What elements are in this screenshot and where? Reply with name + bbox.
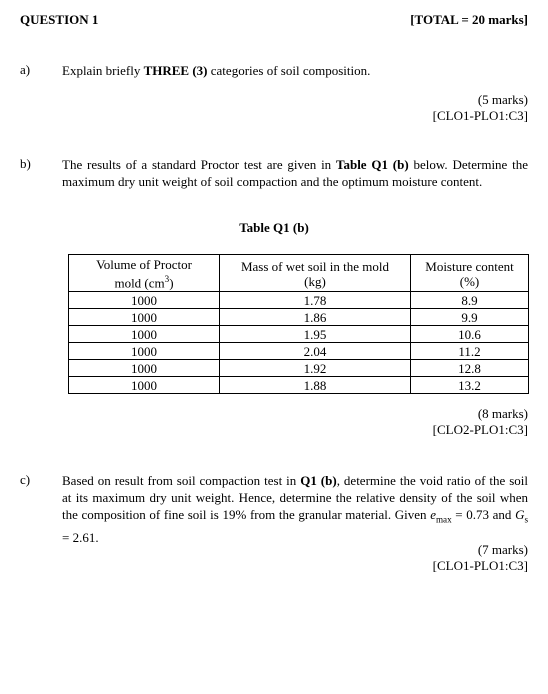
header-mass-line1: Mass of wet soil in the mold <box>240 258 390 274</box>
part-b-marks-block <box>433 406 528 438</box>
cell-mass: 1.88 <box>220 377 411 394</box>
cell-volume: 1000 <box>69 326 220 343</box>
part-b-text-pre: The results of a standard Proctor test are given in <box>62 157 336 172</box>
part-c-marks: (7 marks) <box>477 542 528 557</box>
table-row <box>69 326 529 343</box>
emax-value: = 0.73 and <box>451 507 516 522</box>
cell-mass: 1.95 <box>220 326 411 343</box>
header-volume <box>69 255 220 292</box>
part-c-label: c) <box>20 472 31 487</box>
header-moisture <box>411 255 529 292</box>
cell-moisture: 10.6 <box>411 326 529 343</box>
part-c-marks-block <box>433 542 528 574</box>
cell-mass: 1.86 <box>220 309 411 326</box>
part-b-clo: [CLO2-PLO1:C3] <box>432 422 528 437</box>
part-b-text <box>62 156 528 190</box>
table-row <box>69 343 529 360</box>
header-moisture-line2: (%) <box>459 273 480 289</box>
total-marks: [TOTAL = 20 marks] <box>410 12 528 27</box>
part-b-marks: (8 marks) <box>477 406 528 421</box>
part-a-text-pre: Explain briefly <box>62 63 144 78</box>
cell-mass: 2.04 <box>220 343 411 360</box>
part-c-clo: [CLO1-PLO1:C3] <box>432 558 528 573</box>
header-mass-line2: (kg) <box>304 273 326 289</box>
cell-volume: 1000 <box>69 292 220 309</box>
part-b-label: b) <box>20 156 31 171</box>
part-c-text-pre: Based on result from soil compaction test in <box>62 473 301 488</box>
header-mass <box>220 255 411 292</box>
question-title: QUESTION 1 <box>20 12 99 27</box>
part-c-text-post: , determine the void ratio of the soil at its maximum dry unit weight. Hence, determine the relative density of the soil when the composition of fine soil is 19% from the granular material. Given <box>62 473 528 522</box>
table-row <box>69 377 529 394</box>
part-a-text-bold: THREE (3) <box>143 63 208 78</box>
gs-subscript: s <box>524 514 528 525</box>
cell-moisture: 9.9 <box>411 309 529 326</box>
part-a-marks-block <box>433 92 528 124</box>
emax-symbol: e <box>430 507 436 522</box>
part-b-text-post: below. Determine the maximum dry unit weight of soil compaction and the optimum moisture content. <box>62 157 529 189</box>
table-row <box>69 309 529 326</box>
header-volume-line1: Volume of Proctor <box>96 257 192 272</box>
gs-value: = 2.61. <box>62 529 99 545</box>
cell-volume: 1000 <box>69 377 220 394</box>
part-a-clo: [CLO1-PLO1:C3] <box>432 108 528 123</box>
table-header-row <box>69 255 529 292</box>
cell-moisture: 12.8 <box>411 360 529 377</box>
cell-volume: 1000 <box>69 360 220 377</box>
table-row <box>69 360 529 377</box>
cell-mass: 1.78 <box>220 292 411 309</box>
cell-volume: 1000 <box>69 309 220 326</box>
cell-volume: 1000 <box>69 343 220 360</box>
header-volume-sup: 3 <box>164 274 170 284</box>
header-volume-close: ) <box>169 275 174 291</box>
table-caption: Table Q1 (b) <box>239 220 309 235</box>
part-c-text <box>62 472 528 546</box>
part-a-marks: (5 marks) <box>477 92 528 107</box>
cell-moisture: 11.2 <box>411 343 529 360</box>
cell-moisture: 13.2 <box>411 377 529 394</box>
emax-subscript: max <box>435 514 452 525</box>
proctor-table <box>68 254 529 394</box>
cell-mass: 1.92 <box>220 360 411 377</box>
part-a-text <box>62 62 528 79</box>
part-a-label: a) <box>20 62 31 77</box>
header-volume-line2: mold (cm <box>114 275 165 291</box>
gs-symbol: G <box>515 507 525 522</box>
header-moisture-line1: Moisture content <box>425 258 514 274</box>
cell-moisture: 8.9 <box>411 292 529 309</box>
part-a-text-post: categories of soil composition. <box>207 63 371 78</box>
table-row <box>69 292 529 309</box>
part-c-text-bold: Q1 (b) <box>300 473 337 488</box>
part-b-text-bold: Table Q1 (b) <box>335 157 409 172</box>
